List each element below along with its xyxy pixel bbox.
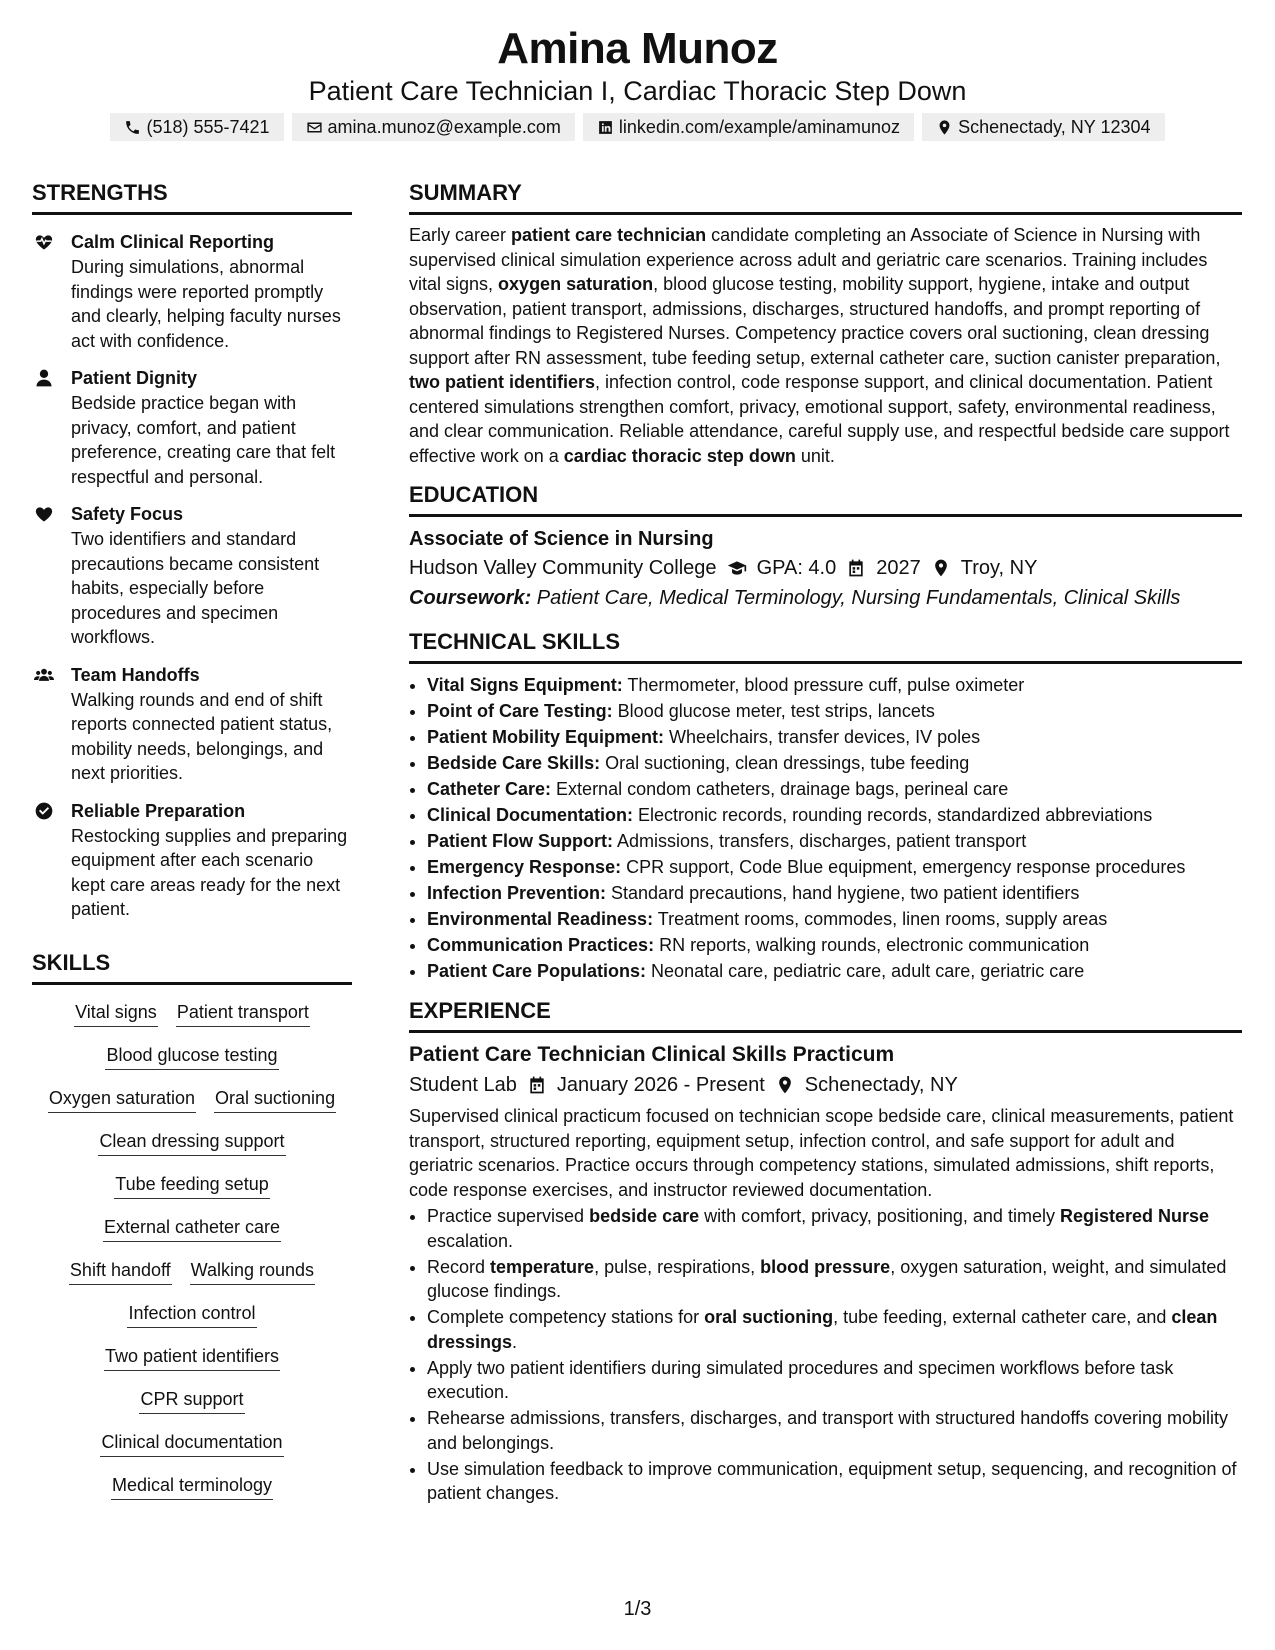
linkedin-icon	[597, 119, 614, 136]
contact-bar	[0, 113, 1275, 141]
contact-item[interactable]	[292, 113, 575, 141]
strength-title: Safety Focus	[71, 504, 184, 524]
skills-row	[74, 999, 310, 1027]
user-icon	[34, 368, 54, 388]
skills-list	[32, 999, 352, 1500]
technical-skill-label: Communication Practices:	[427, 935, 655, 955]
technical-skill-item	[427, 958, 1242, 984]
job-title: Patient Care Technician I, Cardiac Thoracic Step Down	[308, 76, 967, 106]
experience-meta	[409, 1070, 1242, 1100]
technical-skill-item	[427, 698, 1242, 724]
skill-tag: Vital signs	[74, 999, 158, 1027]
technical-skills-list	[409, 672, 1242, 984]
experience-heading: EXPERIENCE	[409, 998, 1242, 1033]
skills-row	[104, 1343, 280, 1371]
technical-skill-label: Bedside Care Skills:	[427, 753, 601, 773]
coursework-label: Coursework:	[409, 587, 532, 609]
strength-title: Team Handoffs	[71, 664, 200, 685]
strength-item	[32, 501, 352, 650]
strength-title: Reliable Preparation	[71, 800, 246, 821]
page-number: 1/3	[623, 1598, 652, 1620]
skills-row	[111, 1472, 273, 1500]
heartbeat-icon	[34, 232, 54, 252]
experience-bullet: • Practice supervised bedside care with comfort, privacy, positioning, and timely Registered Nurse escalation.	[427, 1204, 1242, 1253]
technical-skill-label: Infection Prevention:	[427, 883, 607, 903]
skills-row	[69, 1257, 315, 1285]
strength-description: During simulations, abnormal findings were reported promptly and clearly, helping faculty nurses act with confidence.	[71, 257, 341, 351]
phone-icon	[124, 119, 141, 136]
education-meta	[409, 553, 1242, 583]
experience-bullet: • Use simulation feedback to improve communication, equipment setup, sequencing, and recognition of patient changes.	[427, 1457, 1242, 1506]
strength-description: Walking rounds and end of shift reports connected patient status, mobility needs, belongings, and next priorities.	[71, 689, 333, 783]
summary-heading: SUMMARY	[409, 180, 1242, 215]
experience-bullets	[409, 1204, 1242, 1506]
right-column	[409, 180, 1242, 1507]
skills-row	[103, 1214, 281, 1242]
experience-bullet: • Record temperature, pulse, respirations, blood pressure, oxygen saturation, weight, and simulated glucose findings.	[427, 1255, 1242, 1304]
technical-skill-item	[427, 776, 1242, 802]
skill-tag: Tube feeding setup	[114, 1171, 269, 1199]
technical-skill-item	[427, 828, 1242, 854]
coursework-list: Patient Care, Medical Terminology, Nursing Fundamentals, Clinical Skills	[531, 587, 1181, 609]
check-circle-icon	[34, 801, 54, 821]
skill-tag: Oral suctioning	[214, 1085, 336, 1113]
technical-skill-label: Patient Flow Support:	[427, 831, 613, 851]
skills-row	[127, 1300, 256, 1328]
skill-tag: Clean dressing support	[98, 1128, 285, 1156]
strengths-list	[32, 229, 352, 922]
technical-skill-label: Clinical Documentation:	[427, 805, 634, 825]
strengths-heading: STRENGTHS	[32, 180, 352, 215]
heart-icon	[34, 504, 54, 524]
experience-org	[409, 1070, 547, 1100]
technical-skill-item	[427, 854, 1242, 880]
skill-tag: Oxygen saturation	[48, 1085, 196, 1113]
users-icon	[34, 665, 54, 685]
strength-item	[32, 662, 352, 786]
skill-tag: Patient transport	[176, 999, 310, 1027]
dates-value: January 2026 - Present	[556, 1074, 765, 1096]
technical-skill-text: External condom catheters, drainage bags, perineal care	[551, 779, 1009, 799]
strength-description: Two identifiers and standard precautions became consistent habits, especially before procedures and specimen workflows.	[71, 529, 320, 647]
left-column	[32, 180, 352, 1500]
skill-tag: Two patient identifiers	[104, 1343, 280, 1371]
technical-skill-text: Blood glucose meter, test strips, lancets	[612, 701, 935, 721]
location-pin-icon	[931, 558, 951, 578]
skills-row	[48, 1085, 336, 1113]
strength-item	[32, 229, 352, 353]
skills-row	[114, 1171, 269, 1199]
technical-skill-label: Emergency Response:	[427, 857, 622, 877]
skill-tag: CPR support	[139, 1386, 244, 1414]
skill-tag: Infection control	[127, 1300, 256, 1328]
contact-text: (518) 555-7421	[146, 116, 270, 137]
graduation-year	[876, 553, 951, 583]
contact-text: linkedin.com/example/aminamunoz	[618, 116, 901, 137]
experience-title: Patient Care Technician Clinical Skills Practicum	[409, 1043, 895, 1066]
skills-row	[139, 1386, 244, 1414]
experience-bullet: • Apply two patient identifiers during simulated procedures and specimen workflows before task execution.	[427, 1356, 1242, 1405]
experience-bullet: • Complete competency stations for oral suctioning, tube feeding, external catheter care, and clean dressings.	[427, 1305, 1242, 1354]
skills-row	[98, 1128, 285, 1156]
experience-description: Supervised clinical practicum focused on technician scope bedside care, clinical measurements, patient transport, structured reporting, equipment setup, infection control, and safe support for adult and geriatric scenarios. Practice occurs through competency stations, simulated admissions, shift reports, code response exercises, and instructor reviewed documentation.	[409, 1106, 1234, 1200]
calendar-icon	[846, 558, 866, 578]
technical-skill-text: Standard precautions, hand hygiene, two patient identifiers	[606, 883, 1080, 903]
contact-item[interactable]	[922, 113, 1164, 141]
technical-skill-label: Environmental Readiness:	[427, 909, 654, 929]
skills-heading: SKILLS	[32, 950, 352, 985]
strength-description: Bedside practice began with privacy, comfort, and patient preference, creating care that felt respectful and personal.	[71, 393, 336, 487]
location-pin-icon	[936, 119, 953, 136]
technical-skill-text: Neonatal care, pediatric care, adult care, geriatric care	[646, 961, 1085, 981]
strength-item	[32, 365, 352, 489]
technical-skill-text: Electronic records, rounding records, standardized abbreviations	[633, 805, 1153, 825]
experience-dates	[557, 1070, 795, 1100]
contact-item[interactable]	[110, 113, 283, 141]
technical-skill-label: Patient Mobility Equipment:	[427, 727, 664, 747]
technical-skill-text: RN reports, walking rounds, electronic communication	[654, 935, 1090, 955]
technical-skill-item	[427, 932, 1242, 958]
contact-text: Schenectady, NY 12304	[958, 116, 1151, 137]
technical-skill-text: CPR support, Code Blue equipment, emergency response procedures	[621, 857, 1186, 877]
summary-text: Early career patient care technician candidate completing an Associate of Science in Nursing with supervised clinical simulation experience across adult and geriatric care scenarios. Training includes vital signs, oxygen saturation, blood glucose testing, mobility support, hygiene, intake and output observation, patient transport, admissions, discharges, structured handoffs, and prompt reporting of abnormal findings to Registered Nurses. Competency practice covers oral suctioning, clean dressing support after RN assessment, tube feeding setup, external catheter care, suction canister preparation, two patient identifiers, infection control, code response support, and clinical documentation. Patient centered simulations strengthen comfort, privacy, emotional support, safety, environmental readiness, and clear communication. Reliable attendance, careful supply use, and respectful bedside care support effective work on a cardiac thoracic step down unit.	[409, 225, 1230, 466]
technical-skill-label: Catheter Care:	[427, 779, 552, 799]
year-value: 2027	[876, 557, 921, 579]
strength-title: Calm Clinical Reporting	[71, 232, 275, 252]
skill-tag: Clinical documentation	[100, 1429, 283, 1457]
technical-skill-text: Treatment rooms, commodes, linen rooms, supply areas	[653, 909, 1108, 929]
candidate-name: Amina Munoz	[497, 24, 778, 73]
school	[409, 553, 747, 583]
contact-text: amina.munoz@example.com	[327, 116, 561, 137]
technical-skill-label: Point of Care Testing:	[427, 701, 613, 721]
experience-location: Schenectady, NY	[804, 1074, 958, 1096]
technical-skill-text: Thermometer, blood pressure cuff, pulse oximeter	[622, 675, 1025, 695]
envelope-icon	[306, 119, 323, 136]
gpa	[757, 553, 867, 583]
graduation-cap-icon	[727, 558, 747, 578]
skill-tag: External catheter care	[103, 1214, 281, 1242]
skills-row	[100, 1429, 283, 1457]
gpa-value: GPA: 4.0	[756, 557, 837, 579]
skill-tag: Walking rounds	[190, 1257, 315, 1285]
calendar-icon	[527, 1075, 547, 1095]
technical-skills-heading: TECHNICAL SKILLS	[409, 629, 1242, 664]
technical-skill-item	[427, 750, 1242, 776]
technical-skill-label: Patient Care Populations:	[427, 961, 647, 981]
education-heading: EDUCATION	[409, 482, 1242, 517]
strength-description: Restocking supplies and preparing equipment after each scenario kept care areas ready for the next patient.	[71, 825, 348, 919]
skill-tag: Shift handoff	[69, 1257, 172, 1285]
technical-skill-item	[427, 802, 1242, 828]
technical-skill-text: Oral suctioning, clean dressings, tube feeding	[600, 753, 970, 773]
skill-tag: Medical terminology	[111, 1472, 273, 1500]
school-name: Hudson Valley Community College	[409, 557, 717, 579]
technical-skill-text: Wheelchairs, transfer devices, IV poles	[664, 727, 981, 747]
technical-skill-text: Admissions, transfers, discharges, patient transport	[613, 831, 1027, 851]
technical-skill-item	[427, 724, 1242, 750]
education-location: Troy, NY	[960, 557, 1038, 579]
skills-row	[105, 1042, 278, 1070]
skill-tag: Blood glucose testing	[105, 1042, 278, 1070]
coursework	[409, 583, 1242, 613]
strength-title: Patient Dignity	[71, 368, 198, 388]
strength-item	[32, 798, 352, 922]
org-name: Student Lab	[409, 1074, 517, 1096]
experience-bullet: • Rehearse admissions, transfers, discharges, and transport with structured handoffs covering mobility and belongings.	[427, 1406, 1242, 1455]
degree: Associate of Science in Nursing	[409, 528, 714, 550]
technical-skill-label: Vital Signs Equipment:	[427, 675, 623, 695]
technical-skill-item	[427, 672, 1242, 698]
technical-skill-item	[427, 906, 1242, 932]
technical-skill-item	[427, 880, 1242, 906]
location-pin-icon	[775, 1075, 795, 1095]
contact-item[interactable]	[583, 113, 914, 141]
